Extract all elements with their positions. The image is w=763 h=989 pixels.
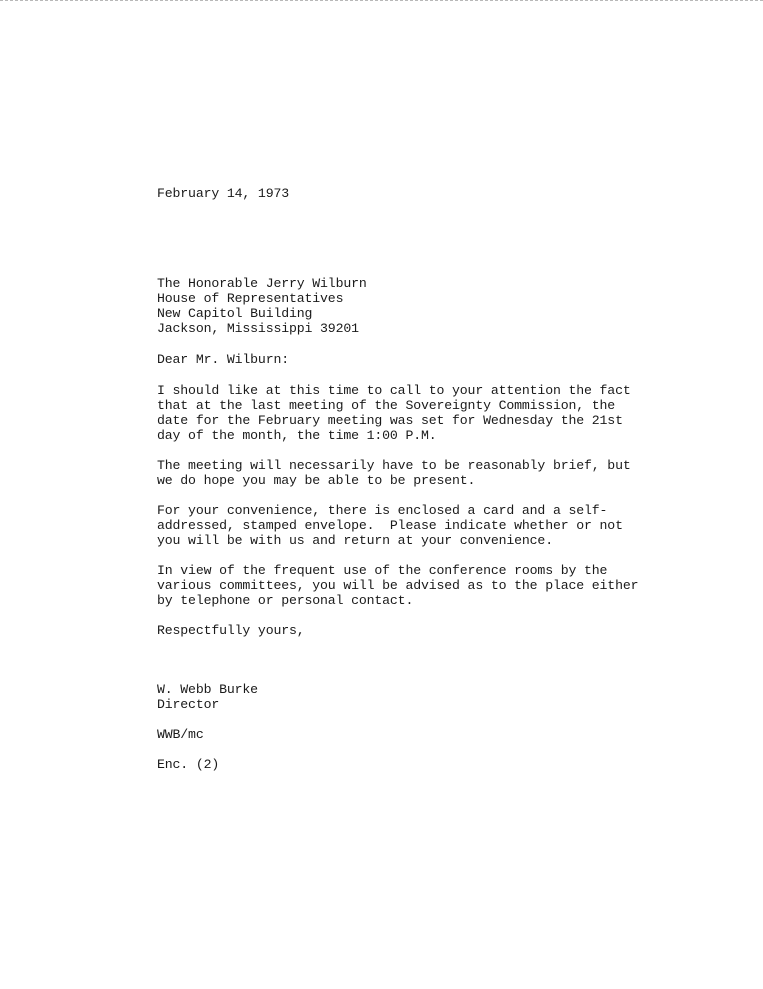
- letter-date: February 14, 1973: [157, 186, 289, 201]
- paragraph-3: For your convenience, there is enclosed a card and a self- addressed, stamped envelope. Please indicate whether or not you will be with us and return at your convenience.: [157, 503, 623, 548]
- reference-initials: WWB/mc: [157, 727, 204, 742]
- paragraph-4: In view of the frequent use of the conference rooms by the various committees, you will be advised as to the place either by telephone or personal contact.: [157, 563, 639, 608]
- letter-body: [157, 186, 637, 772]
- complimentary-closing: Respectfully yours,: [157, 623, 305, 638]
- enclosure-notation: Enc. (2): [157, 757, 220, 772]
- signer-name: W. Webb Burke: [157, 682, 258, 697]
- recipient-city: Jackson, Mississippi 39201: [157, 321, 359, 336]
- salutation: Dear Mr. Wilburn:: [157, 352, 289, 367]
- recipient-organization: House of Representatives: [157, 291, 344, 306]
- signature-block: [157, 682, 637, 712]
- page-top-border: [0, 0, 763, 1]
- paragraph-2: The meeting will necessarily have to be reasonably brief, but we do hope you may be able to be present.: [157, 458, 631, 488]
- recipient-address: [157, 276, 637, 336]
- recipient-name: The Honorable Jerry Wilburn: [157, 276, 367, 291]
- signer-title: Director: [157, 697, 220, 712]
- paragraph-1: I should like at this time to call to your attention the fact that at the last meeting of the Sovereignty Commission, the date for the February meeting was set for Wednesday the 21st day of the month, the time 1:00 P.M.: [157, 383, 631, 443]
- recipient-building: New Capitol Building: [157, 306, 313, 321]
